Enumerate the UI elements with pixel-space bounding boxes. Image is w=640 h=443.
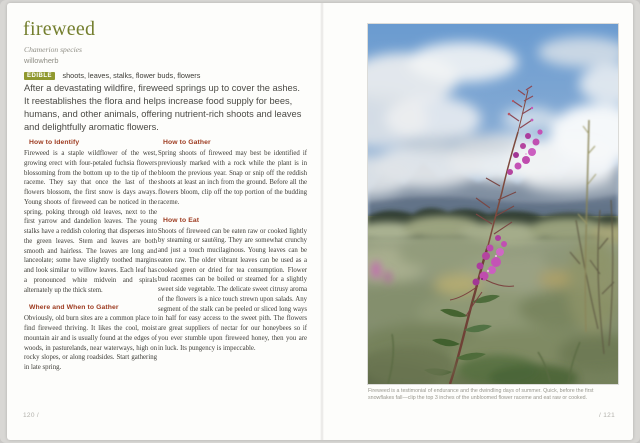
section-heading-identify: How to Identify — [29, 139, 80, 146]
entry-title: fireweed — [23, 18, 96, 40]
intro-paragraph: After a devastating wildfire, fireweed springs up to cover the ashes. It reestablishes the flora and helps increase food supply for bees, humans, and other animals, offering nutrient-rich shoots and leaves and delightfully aromatic flowers. — [24, 83, 302, 132]
page-number-right: / 121 — [599, 412, 615, 419]
edible-badge: EDIBLE — [24, 72, 55, 81]
page-number-left: 120 / — [23, 412, 39, 419]
fireweed-photo-graphic — [368, 24, 618, 384]
species-name: Chamerion species — [24, 45, 82, 54]
edible-parts: shoots, leaves, stalks, flower buds, flowers — [62, 71, 201, 80]
section-body-where-when: Obviously, old burn sites are a common place to find fireweed thriving. It likes the cool, moist mountain air and is usually found at the edges of woods, in pasturelands, near waterways, high on rocky slopes, or along roadsides. Start gathering in late spring. — [24, 315, 157, 371]
fireweed-photo — [368, 24, 618, 384]
section-body-eat: Shoots of fireweed can be eaten raw or cooked lightly by steaming or sautéing. They are somewhat crunchy and just a touch mucilaginous. Young leaves can be eaten raw. The older vibrant leaves can be used as a cooked green or dried for tea consumption. Flower bud racemes can be boiled or steamed for a slightly sweet side vegetable. The delicate sweet citrusy aroma of the flowers is a nice touch strewn upon salads. Any segment of the stalk can be peeled or sliced long ways in half for easy access to the sweet pith. The flowers are great suppliers of nectar for our honeybees so if you ever stumble upon fireweed honey, then you are in luck. Its pungency is impeccable. — [158, 227, 307, 352]
section-heading-gather: How to Gather — [163, 139, 211, 146]
section-heading-eat: How to Eat — [163, 216, 200, 224]
right-column — [158, 139, 307, 362]
edibility-line — [24, 65, 201, 80]
photo-caption: Fireweed is a testimonial of endurance and the dwindling days of summer. Quick, before the first snowflakes fall—clip the top 3 inches of the unbloomed flower raceme and eat raw or cooked. — [368, 388, 594, 402]
common-name: willowherb — [24, 55, 59, 65]
left-column — [24, 139, 157, 382]
book-spread — [7, 3, 633, 440]
page-seam — [320, 3, 324, 440]
section-heading-where-when: Where and When to Gather — [29, 304, 119, 312]
section-body-identify: Fireweed is a staple wildflower of the west, growing erect with four-petaled fuchsia flowers blossoming from the bottom up to the tip of the raceme. They say that once the last of the flowers blossom, the first snow is days aways. Young shoots of fireweed can be noticed in the spring, poking through old leaves, next to the first yarrow and dandelion leaves. The young stalks have a reddish coloring that disperses into the green leaves. Stem and leaves are both smooth and hairless. The leaves are long and lanceolate; some have slightly toothed margins and look similar to willow leaves. Each leaf has a pronounced white midvein and spirals alternately up the thick stem. — [24, 150, 157, 294]
section-body-gather: Spring shoots of fireweed may best be identified if previously marked with a rock while the plant is in bloom the previous year. Snap or snip off the reddish shoots at least an inch from the ground. Before all the flowers bloom, clip off the top portion of the budding raceme. — [158, 150, 307, 206]
